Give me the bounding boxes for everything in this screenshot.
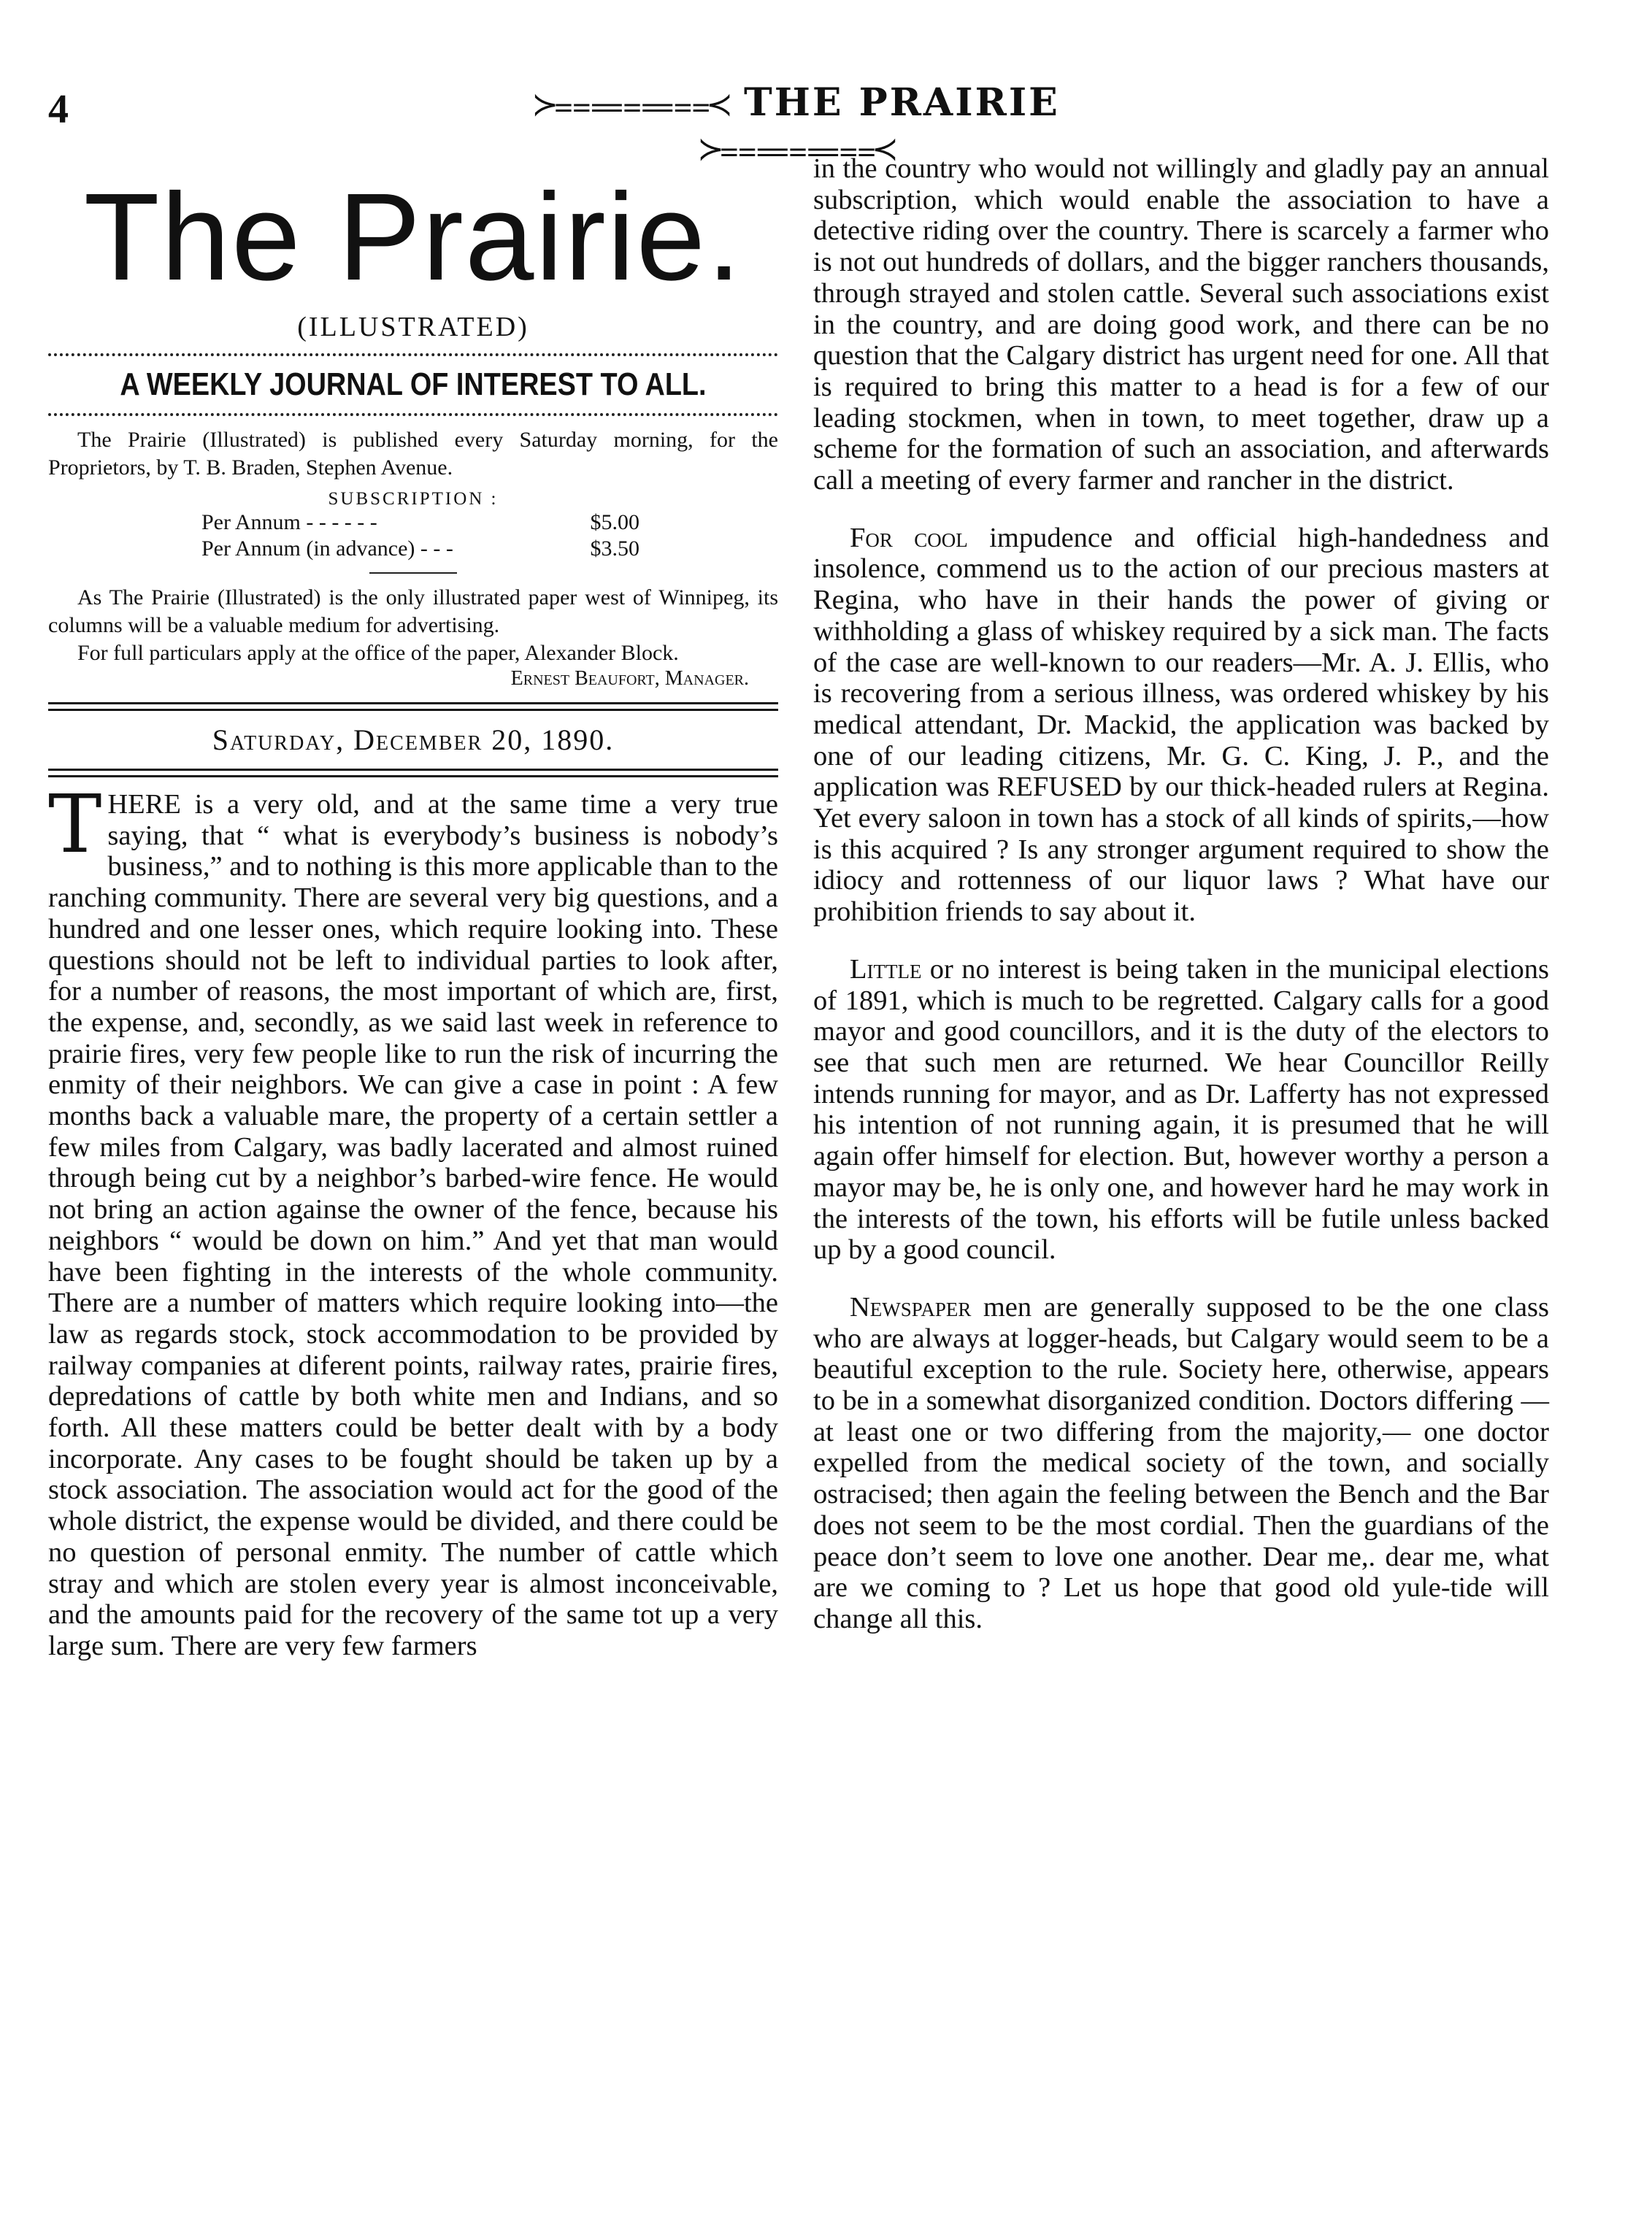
dotted-rule bbox=[48, 413, 778, 416]
editorial-paragraph: Little or no interest is being taken in the municipal elections of 1891, which is much to be regretted. Calgary calls for a good mayor and good councillors, and it is the duty of the electors to see that such men are returned. We hear Councillor Reilly intends running for mayor, and as Dr. Lafferty has not expressed his intention of not running again, it is presumed that he will again offer himself for election. But, however worthy a person a mayor may be, he is only one, and however hard he may work in the interests of the town, his efforts will be futile unless backed up by a good council. bbox=[813, 953, 1549, 1266]
price-value: $5.00 bbox=[590, 510, 639, 534]
right-ornament-icon: ≻⩶⩶⩶≺ bbox=[697, 131, 894, 168]
editorial-paragraph: For cool impudence and official high-handedness and insolence, commend us to the action of our precious masters at Regina, who have in their hands the power of giving or withholding a glass of whiskey required by a sick man. The facts of the case are well-known to our readers—Mr. A. J. Ellis, who is recovering from a serious illness, was ordered whiskey by his medical attendant, Dr. Mackid, the application was backed by one of our leading citizens, Mr. G. C. King, J. P., and the application was REFUSED by our thick-headed rulers at Regina. Yet every saloon in town has a stock of all kinds of spirits,—how is this acquired ? Is any stronger argument required to show the idiocy and rottenness of our liquor laws ? What have our prohibition friends to say about it. bbox=[813, 522, 1550, 928]
price-row bbox=[201, 536, 639, 562]
drop-cap: T bbox=[48, 777, 102, 871]
lead-article bbox=[48, 777, 778, 1662]
lead-article-text: HERE is a very old, and at the same time a very true saying, that “ what is everybody’s business is nobody’s business,” and to nothing is this more applicable than to the ranching community. There are several very big questions, and a hundred and one lesser ones, which require looking into. These questions should not be left to individual parties to look after, for a number of reasons, the most important of which are, first, the expense, and, secondly, as we said last week in reference to prairie fires, very few people like to run the risk of incurring the enmity of their neighbors. We can give a case in point : A few months back a valuable mare, the property of a certain settler a few miles from Calgary, was badly lacerated and almost ruined through being cut by a neighbor’s barbed-wire fence. He would not bring an action againse the owner of the fence, because his neighbors “ would be down on him.” And yet that man would have been fighting in the interests of the whole community. There are a number of matters which require looking into—the law as regards stock, stock accommodation to be provided by railway companies at diferent points, railway rates, prairie fires, depredations of cattle by both white men and Indians, and so forth. All these matters could be better dealt with by a body incorporate. Any cases to be fought should be taken up by a stock association. The association would act for the good of the whole district, the expense would be divided, and there could be no question of personal enmity. The number of cattle which stray and which are stolen every year is almost inconceivable, and the amounts paid for the recovery of the same tot up a very large sum. There are very few farmers bbox=[48, 789, 778, 1661]
masthead-subtitle: (ILLUSTRATED) bbox=[297, 312, 529, 342]
manager-signature: Ernest Beaufort, Manager. bbox=[510, 667, 749, 690]
subscription-heading: SUBSCRIPTION : bbox=[328, 489, 499, 509]
short-rule bbox=[369, 572, 457, 574]
running-title: THE PRAIRIE bbox=[744, 80, 1060, 125]
continuation-text: in the country who would not willingly and gladly pay an annual subscription, which would enable the association to have a detective riding over the country. There is scarcely a farmer who is not out hundreds of dollars, and the bigger ranchers thousands, through strayed and stolen cattle. Several such associations exist in the country, and are doing good work, and there can be no question that the Calgary district has urgent need for one. All that is required to bring this matter to a head is for a few of our leading stockmen, when in town, to meet together, draw up a scheme for the formation of such an association, and afterwards call a meeting of every farmer and rancher in the district. bbox=[813, 153, 1549, 496]
page-number: 4 bbox=[48, 87, 69, 132]
price-row bbox=[201, 509, 639, 536]
left-column bbox=[48, 153, 778, 1662]
price-label: Per Annum - - - - - - bbox=[201, 510, 377, 534]
double-rule bbox=[48, 702, 778, 711]
dotted-rule bbox=[48, 353, 778, 356]
price-label: Per Annum (in advance) - - - bbox=[201, 536, 453, 561]
masthead-motto: A WEEKLY JOURNAL OF INTEREST TO ALL. bbox=[120, 366, 707, 402]
editorial-paragraph: Newspaper men are generally supposed to be the one class who are always at logger-heads, but Calgary would seem to be a beautiful exception to the rule. Society here, otherwise, appears to be in a somewhat disorganized condition. Doctors differing —at least one or two differing from the majority,— one doctor expelled from the medical society of the town, and socially ostracised; then again the feeling between the Bench and the Bar does not seem to be the most cordial. Then the guardians of the peace don’t seem to love one another. Dear me,. dear me, what are we coming to ? Let us hope that good old yule-tide will change all this. bbox=[813, 1291, 1549, 1634]
dateline: Saturday, December 20, 1890. bbox=[212, 723, 615, 756]
right-column bbox=[813, 153, 1549, 1635]
price-value: $3.50 bbox=[590, 536, 639, 561]
masthead-title: The Prairie. bbox=[83, 168, 743, 307]
particulars-note: For full particulars apply at the office of the paper, Alexander Block. bbox=[77, 641, 679, 665]
publication-notice: The Prairie (Illustrated) is published every Saturday morning, for the Proprietors, by T. B. Braden, Stephen Avenue. bbox=[48, 428, 778, 480]
editorial-continuation bbox=[813, 153, 1549, 1635]
advertising-note: As The Prairie (Illustrated) is the only illustrated paper west of Winnipeg, its columns will be a valuable medium for advertising. bbox=[48, 585, 778, 637]
left-ornament-icon: ≻⩶⩶⩶≺ bbox=[531, 86, 729, 123]
double-rule bbox=[48, 769, 778, 777]
